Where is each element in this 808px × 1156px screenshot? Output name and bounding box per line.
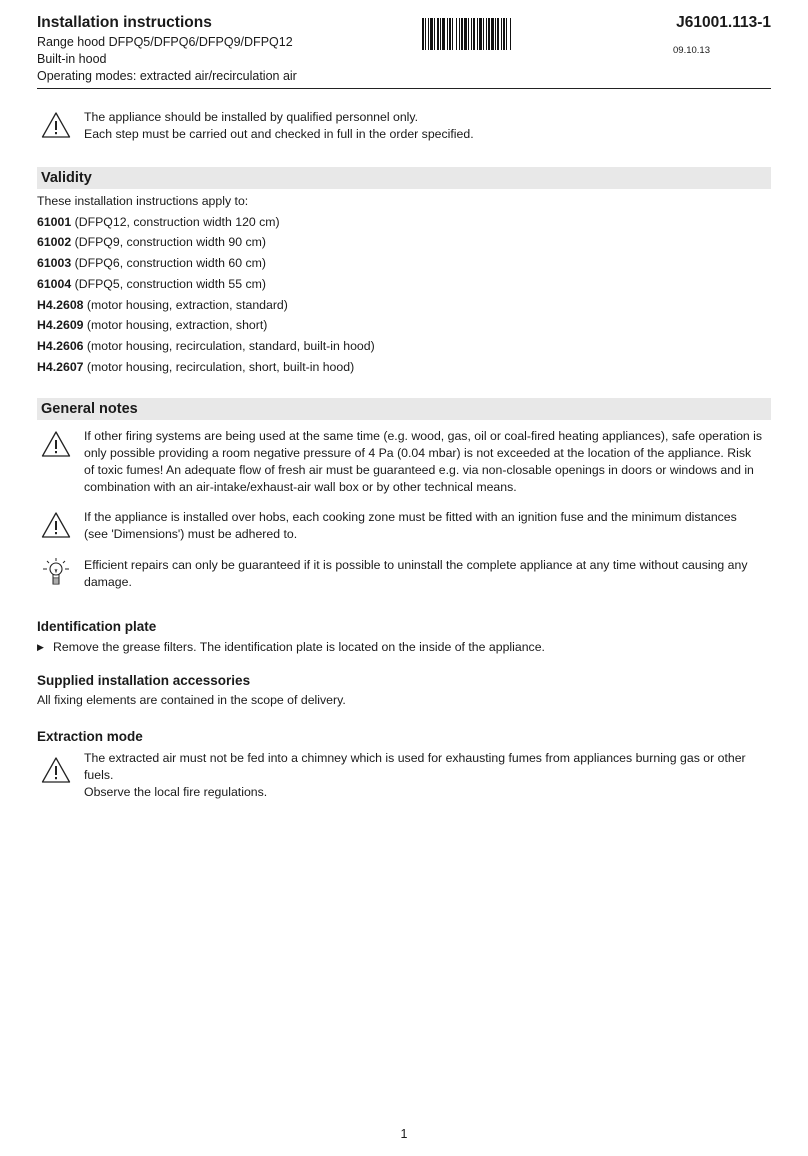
model-code: 61003	[37, 256, 72, 271]
product-line: Range hood DFPQ5/DFPQ6/DFPQ9/DFPQ12	[37, 35, 293, 49]
model-description: (DFPQ9, construction width 90 cm)	[71, 235, 266, 250]
validity-item	[37, 336, 771, 357]
tip-line: Efficient repairs can only be guaranteed if it is possible to uninstall the complete appliance at any time without causing any	[84, 558, 748, 573]
identification-plate-heading: Identification plate	[37, 619, 157, 635]
validity-list	[37, 191, 771, 377]
warning-line: Observe the local fire regulations.	[84, 785, 268, 800]
hood-type-line: Built-in hood	[37, 52, 107, 66]
model-code: H4.2609	[37, 318, 84, 333]
model-description: (DFPQ5, construction width 55 cm)	[71, 276, 266, 291]
warning-line: The extracted air must not be fed into a chimney which is used for exhausting fumes from appliances burning gas or other	[84, 751, 746, 766]
document-number: J61001.113-1	[676, 14, 771, 31]
validity-intro: These installation instructions apply to:	[37, 194, 249, 208]
intro-warning-line: Each step must be carried out and checked in full in the order specified.	[84, 127, 474, 141]
model-description: (DFPQ6, construction width 60 cm)	[71, 256, 266, 271]
model-description: (DFPQ12, construction width 120 cm)	[71, 214, 280, 229]
step-text: Remove the grease filters. The identification plate is located on the inside of the appliance.	[53, 640, 545, 655]
validity-item	[37, 274, 771, 295]
supplied-accessories-text: All fixing elements are contained in the scope of delivery.	[37, 693, 346, 708]
validity-item	[37, 357, 771, 378]
warning-triangle-icon	[41, 111, 71, 139]
document-page	[37, 14, 771, 801]
warning-line: fuels.	[84, 768, 114, 783]
validity-item	[37, 295, 771, 316]
extraction-mode-heading: Extraction mode	[37, 729, 143, 745]
supplied-accessories-heading: Supplied installation accessories	[37, 673, 251, 689]
warning-line: If other firing systems are being used at the same time (e.g. wood, gas, oil or coal-fired heating appliances), safe operation is	[84, 429, 763, 444]
operating-modes-line: Operating modes: extracted air/recirculation air	[37, 69, 297, 83]
triangle-right-icon: ▶	[37, 642, 44, 653]
model-code: H4.2606	[37, 338, 84, 353]
validity-item	[37, 232, 771, 253]
intro-warning-line: The appliance should be installed by qualified personnel only.	[84, 110, 419, 124]
document-title: Installation instructions	[37, 14, 212, 31]
extraction-mode-warning	[37, 750, 771, 801]
identification-plate-step	[37, 640, 771, 654]
warning-line: (see 'Dimensions') must be adhered to.	[84, 527, 298, 542]
model-description: (motor housing, extraction, short)	[83, 318, 268, 333]
warning-triangle-icon	[41, 511, 71, 539]
barcode	[422, 18, 602, 50]
model-code: H4.2608	[37, 297, 84, 312]
repair-tip	[37, 557, 771, 591]
validity-item	[37, 253, 771, 274]
page-number: 1	[400, 1127, 408, 1141]
document-header	[37, 14, 771, 89]
model-code: 61002	[37, 235, 72, 250]
model-description: (motor housing, recirculation, standard, built-in hood)	[83, 338, 375, 353]
general-notes-heading: General notes	[37, 398, 771, 420]
validity-item	[37, 315, 771, 336]
model-description: (motor housing, recirculation, short, built-in hood)	[83, 359, 355, 374]
barcode-bar	[511, 18, 513, 50]
validity-item	[37, 212, 771, 233]
model-code: 61001	[37, 214, 72, 229]
hob-ignition-warning	[37, 509, 771, 543]
intro-warning	[37, 109, 771, 143]
tip-line: damage.	[84, 575, 132, 590]
firing-systems-warning	[37, 428, 771, 496]
warning-triangle-icon	[41, 756, 71, 784]
document-date: 09.10.13	[673, 45, 710, 56]
warning-line: combination with an air-intake/exhaust-air wall box or by other technical means.	[84, 480, 517, 495]
model-code: H4.2607	[37, 359, 84, 374]
warning-line: If the appliance is installed over hobs, each cooking zone must be fitted with an ignition fuse and the minimum distances	[84, 510, 737, 525]
model-code: 61004	[37, 276, 72, 291]
validity-heading: Validity	[37, 167, 771, 189]
warning-line: of toxic fumes! An adequate flow of fresh air must be guaranteed e.g. via non-closable openings in doors or windows and in	[84, 463, 754, 478]
warning-line: only possible providing a room negative pressure of 4 Pa (0.04 mbar) is not exceeded at the location of the appliance. Risk	[84, 446, 752, 461]
lightbulb-tip-icon	[41, 557, 71, 589]
warning-triangle-icon	[41, 430, 71, 458]
model-description: (motor housing, extraction, standard)	[83, 297, 288, 312]
